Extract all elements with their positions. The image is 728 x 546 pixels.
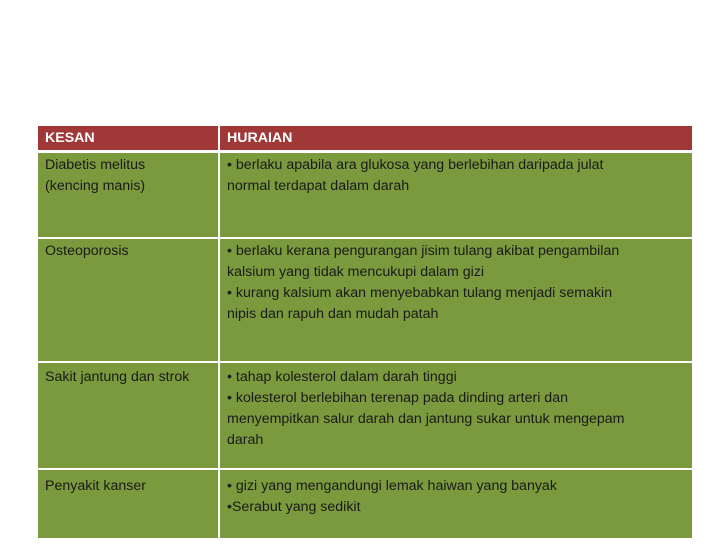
table-row: [38, 238, 692, 362]
kesan-text: Osteoporosis: [45, 243, 129, 259]
table-row: [38, 469, 692, 538]
huraian-text: normal terdapat dalam darah: [227, 178, 410, 194]
huraian-cell: [219, 469, 692, 538]
huraian-text: nipis dan rapuh dan mudah patah: [227, 306, 439, 322]
kesan-cell: [38, 238, 219, 362]
huraian-text: •Serabut yang sedikit: [227, 499, 361, 515]
kesan-cell: [38, 362, 219, 469]
kesan-cell: [38, 469, 219, 538]
huraian-text: menyempitkan salur darah dan jantung sukar untuk mengepam: [227, 411, 625, 427]
table-header-row: [38, 126, 692, 152]
kesan-text: (kencing manis): [45, 178, 146, 194]
huraian-text: kalsium yang tidak mencukupi dalam gizi: [227, 264, 485, 280]
huraian-text: • berlaku apabila ara glukosa yang berlebihan daripada julat: [227, 157, 604, 173]
kesan-text: Penyakit kanser: [45, 478, 146, 494]
header-kesan: KESAN: [38, 126, 219, 152]
effects-table: [38, 126, 692, 538]
kesan-cell: [38, 152, 219, 239]
table-row: [38, 362, 692, 469]
huraian-text: • kurang kalsium akan menyebabkan tulang menjadi semakin: [227, 285, 613, 301]
kesan-text: Diabetis melitus: [45, 157, 146, 173]
table-row: [38, 152, 692, 239]
huraian-cell: [219, 362, 692, 469]
huraian-text: • gizi yang mengandungi lemak haiwan yang banyak: [227, 478, 557, 494]
huraian-cell: [219, 152, 692, 239]
huraian-text: • tahap kolesterol dalam darah tinggi: [227, 369, 457, 385]
huraian-cell: [219, 238, 692, 362]
huraian-text: darah: [227, 432, 264, 448]
huraian-text: • kolesterol berlebihan terenap pada dinding arteri dan: [227, 390, 568, 406]
header-huraian: HURAIAN: [219, 126, 692, 152]
huraian-text: • berlaku kerana pengurangan jisim tulang akibat pengambilan: [227, 243, 620, 259]
kesan-text: Sakit jantung dan strok: [45, 369, 190, 385]
